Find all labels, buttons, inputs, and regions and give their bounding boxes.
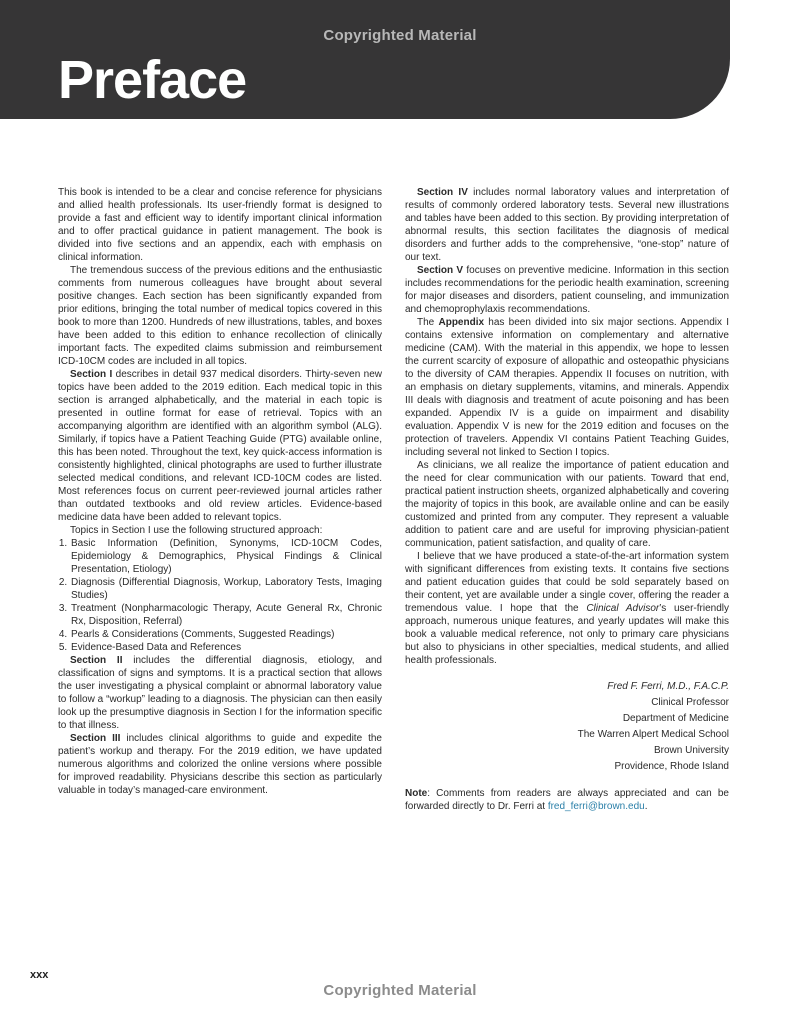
watermark-bottom: Copyrighted Material: [323, 982, 477, 999]
topics-intro: Topics in Section I use the following structured approach:: [70, 525, 323, 536]
appendix-pre: The: [417, 317, 439, 328]
right-column: [405, 186, 729, 813]
appendix-text: has been divided into six major sections. Appendix I contains extensive information on complementary and alternative medicine (CAM). With the material in this appendix, we hope to lessen the current scarcity of exposure of allopathic and osteopathic physicians to the diversity of CAM therapies. Appendix II focuses on nutrition, with an emphasis on dietary supplements, vitamins, and minerals. Appendix III deals with diagnosis and treatment of acute poisoning and has been expanded. Appendix IV is a guide on impairment and disability evaluation. Appendix V is new for the 2019 edition and focuses on the protection of travelers. Appendix VI contains Patient Teaching Guides, including several not linked to Section I topics.: [405, 317, 729, 458]
topic-item: 5. Evidence-Based Data and References: [70, 641, 382, 654]
note-paragraph: [405, 787, 729, 813]
author-university: Brown University: [653, 745, 729, 756]
author-name: Fred F. Ferri, M.D., F.A.C.P.: [607, 681, 729, 692]
note-end: .: [644, 801, 648, 812]
email-link[interactable]: fred_ferri@brown.edu: [547, 801, 645, 812]
section-5-label: Section V: [417, 265, 464, 276]
author-location: Providence, Rhode Island: [614, 761, 729, 772]
section-1-text: describes in detail 937 medical disorders. Thirty-seven new topics have been added to the 2019 edition. Each medical topic in this section is arranged alphabetically, and the material in each topic is presented in outline format for ease of retrieval. Topics with an accompanying algorithm are identified with an algorithm symbol (ALG). Similarly, if topics have a Patient Teaching Guide (PTG) available online, this has been noted. Throughout the text, key quick-access information is consistently highlighted, clinical photographs are used to further illustrate selected medical conditions, and relevant ICD-10CM codes are listed. Most references focus on current peer-reviewed journal articles rather than outdated textbooks and old review articles. Evidence-based medicine data have been added to relevant topics.: [58, 369, 382, 523]
note-label: Note: [405, 788, 428, 799]
note-text: : Comments from readers are always appreciated and can be forwarded directly to Dr. Ferri at: [405, 788, 729, 812]
page-title: Preface: [58, 50, 247, 110]
believe-paragraph: [405, 550, 729, 667]
header-banner: [0, 0, 730, 119]
left-column: [58, 186, 382, 797]
author-department: Department of Medicine: [622, 713, 729, 724]
section-3-text: includes clinical algorithms to guide and expedite the patient’s workup and therapy. For the 2019 edition, we have updated numerous algorithms and colorized the online versions where possible for improved readability. Physicians describe this section as particularly valuable in today’s managed-care environment.: [58, 733, 382, 796]
section-4-text: includes normal laboratory values and interpretation of results of commonly ordered laboratory tests. Several new illustrations and tables have been added to this section. By providing interpretation of abnormal results, this section facilitates the diagnosis of medical disorders and further adds to the comprehensive, “one-stop” nature of our text.: [405, 187, 729, 263]
topic-item: 3. Treatment (Nonpharmacologic Therapy, Acute General Rx, Chronic Rx, Disposition, Referral): [70, 602, 382, 628]
section-4-paragraph: [405, 186, 729, 264]
believe-text-1: I believe that we have produced a state-of-the-art information system with significant differences from existing texts. It contains five sections and patient education guides that could be sold separately based on their content, yet are available under a single cover, offering the reader a tremendous value. I hope that the: [405, 551, 729, 614]
intro-paragraph: This book is intended to be a clear and concise reference for physicians and allied health professionals. Its user-friendly format is designed to provide a fast and efficient way to identify important clinical information and to offer practical guidance in patient management. The book is divided into five sections and an appendix, each with emphasis on clinical information.: [58, 187, 382, 263]
appendix-label: Appendix: [438, 317, 485, 328]
section-1-paragraph: [58, 368, 382, 524]
topics-list: [58, 537, 382, 654]
section-3-paragraph: [58, 732, 382, 797]
topic-item: 2. Diagnosis (Differential Diagnosis, Workup, Laboratory Tests, Imaging Studies): [70, 576, 382, 602]
success-paragraph: The tremendous success of the previous editions and the enthusiastic comments from numerous colleagues have brought about several positive changes. Each section has been significantly expanded from prior editions, bringing the total number of medical topics covered in this book to more than 1200. Hundreds of new illustrations, tables, and boxes have been added to this edition to enhance recollection of clinically important facts. The expedited claims submission and reimbursement ICD-10CM codes are included in all topics.: [58, 265, 382, 367]
section-5-text: focuses on preventive medicine. Information in this section includes recommendations for the periodic health examination, screening for major diseases and disorders, patient counseling, and immunization and chemoprophylaxis recommendations.: [405, 265, 729, 315]
appendix-paragraph: [405, 316, 729, 459]
section-2-text: includes the differential diagnosis, etiology, and classification of signs and symptoms. It is a practical section that allows the user investigating a physical complaint or abnormal laboratory value to follow a “workup” leading to a diagnosis. The physician can then easily look up the presumptive diagnosis in Section I for the information specific to that illness.: [58, 655, 382, 731]
signature-block: [405, 679, 729, 775]
section-1-label: Section I: [70, 369, 113, 380]
author-school: The Warren Alpert Medical School: [577, 729, 729, 740]
believe-text-2: ’s user-friendly approach, numerous unique features, and yearly updates will make this book a valuable medical reference, not only to primary care physicians but also to physicians in other specialties, medical students, and allied health professionals.: [405, 603, 729, 666]
section-4-label: Section IV: [417, 187, 468, 198]
author-title: Clinical Professor: [651, 697, 729, 708]
section-5-paragraph: [405, 264, 729, 316]
topic-item: 4. Pearls & Considerations (Comments, Suggested Readings): [70, 628, 382, 641]
page-number: xxx: [30, 969, 49, 981]
book-title-italic: Clinical Advisor: [586, 603, 660, 614]
section-3-label: Section III: [70, 733, 121, 744]
clinicians-paragraph: As clinicians, we all realize the importance of patient education and the need for clear communication with our patients. Toward that end, practical patient instruction sheets, organized alphabetically and covering the majority of topics in this book, are available online and can be easily customized and printed from any computer. They represent a valuable addition to patient care and are useful for improving physician-patient communication, patient satisfaction, and quality of care.: [405, 460, 729, 549]
section-2-paragraph: [58, 654, 382, 732]
topic-item: 1. Basic Information (Definition, Synonyms, ICD-10CM Codes, Epidemiology & Demographics, Physical Findings & Clinical Presentation, Etiology): [70, 537, 382, 576]
section-2-label: Section II: [70, 655, 123, 666]
watermark-top: Copyrighted Material: [323, 27, 477, 44]
